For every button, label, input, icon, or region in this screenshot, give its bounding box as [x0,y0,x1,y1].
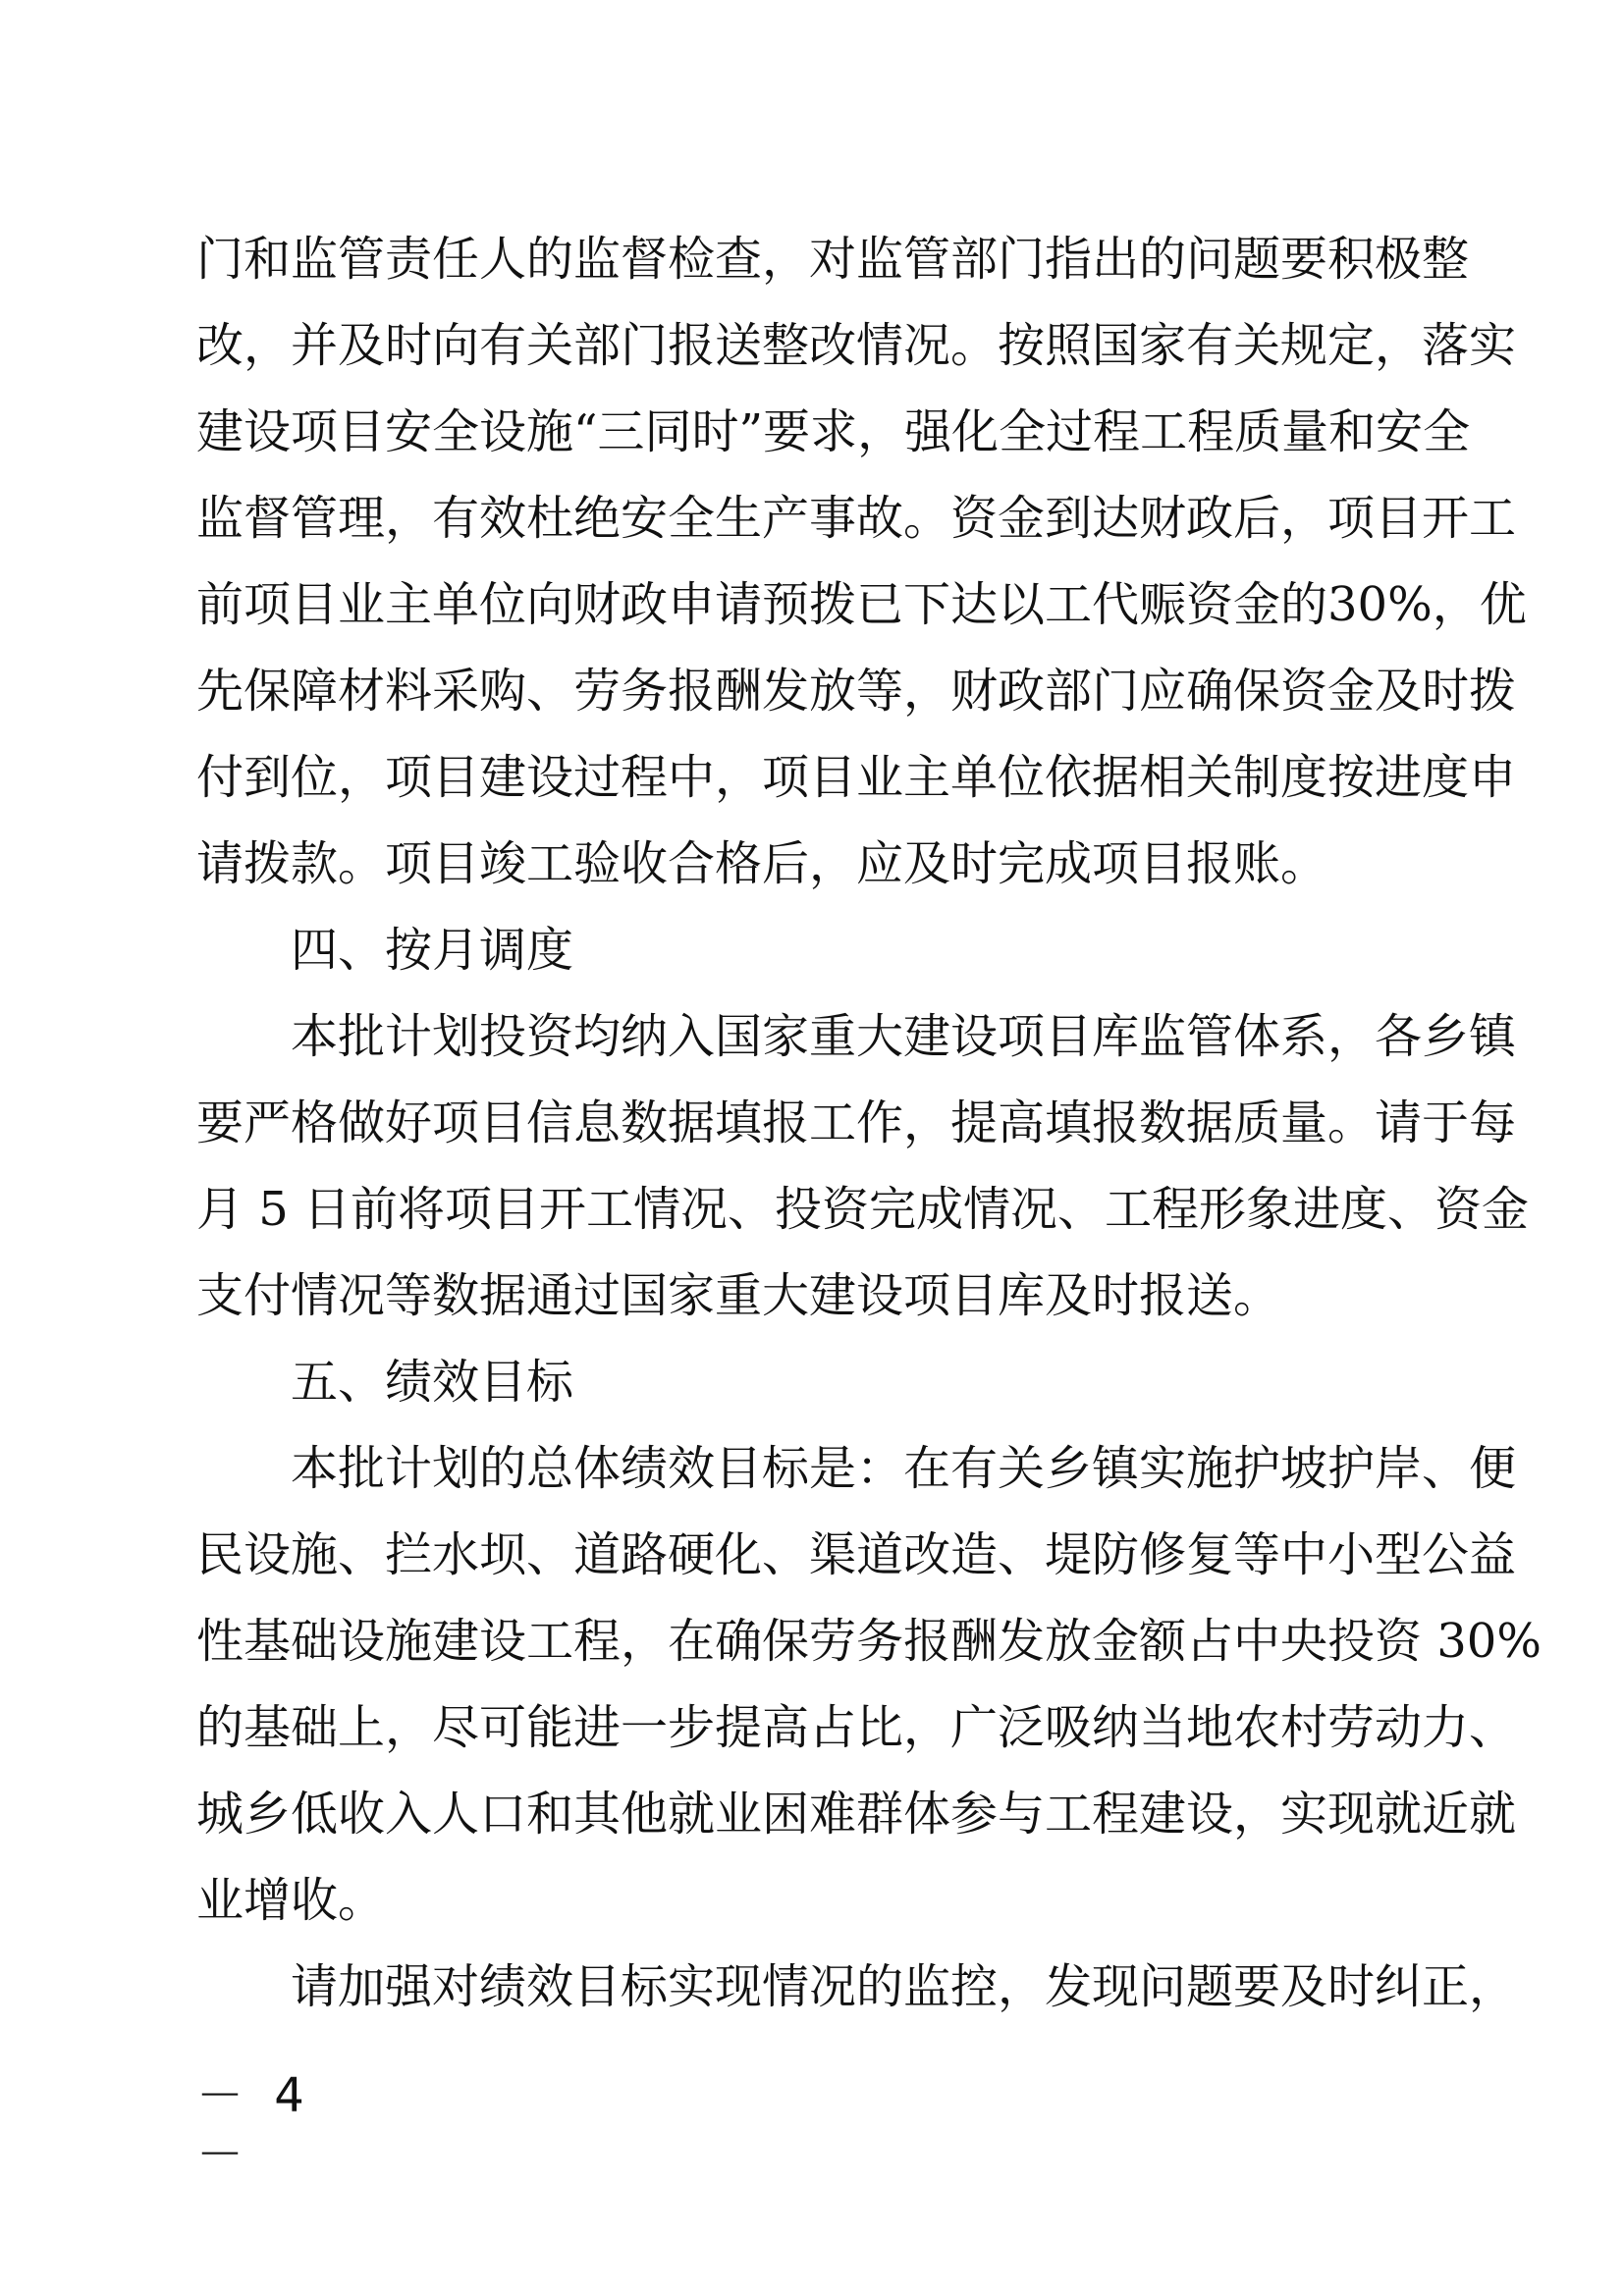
text-line-2: 改，并及时向有关部门报送整改情况。按照国家有关规定，落实 [196,318,1517,373]
paragraph-line [196,302,1517,389]
paragraph-line [196,1425,1517,1512]
section-heading-performance-targets [196,1339,1429,1425]
text-line-20: 业增收。 [196,1873,386,1928]
text-line-16: 民设施、拦水坝、道路硬化、渠道改造、堤防修复等中小型公益 [196,1527,1517,1582]
text-line-13: 支付情况等数据通过国家重大建设项目库及时报送。 [196,1268,1281,1323]
paragraph-line [196,216,1470,302]
paragraph-line [196,734,1517,821]
document-body [196,216,1542,2030]
page-number: － 4 － [196,2068,312,2182]
paragraph-line [196,993,1517,1080]
paragraph-line [196,1080,1517,1166]
text-line-11: 要严格做好项目信息数据填报工作，提高填报数据质量。请于每 [196,1095,1517,1150]
paragraph-line [196,475,1517,561]
paragraph-line [196,1684,1517,1771]
text-line-4: 监督管理，有效杜绝安全生产事故。资金到达财政后，项目开工 [196,491,1517,546]
text-line-15: 本批计划的总体绩效目标是：在有关乡镇实施护坡护岸、便 [291,1441,1517,1496]
paragraph-line [196,389,1471,475]
text-line-1: 门和监管责任人的监督检查，对监管部门指出的问题要积极整 [196,232,1470,287]
paragraph-line [196,561,1527,648]
section-heading-text: 四、按月调度 [291,923,574,978]
section-heading-text: 五、绩效目标 [291,1355,574,1410]
paragraph-line [196,1512,1517,1598]
paragraph-line [196,1253,1429,1339]
text-line-6: 先保障材料采购、劳务报酬发放等，财政部门应确保资金及时拨 [196,664,1517,719]
text-line-7: 付到位，项目建设过程中，项目业主单位依据相关制度按进度申 [196,750,1517,805]
paragraph-line [196,1857,1429,1944]
paragraph-line [196,821,1429,907]
paragraph-line [196,1598,1542,1684]
paragraph-line [196,1944,1517,2030]
paragraph-line [196,1771,1517,1857]
text-line-8: 请拨款。项目竣工验收合格后，应及时完成项目报账。 [196,836,1328,891]
text-line-21: 请加强对绩效目标实现情况的监控，发现问题要及时纠正， [291,1959,1517,2014]
paragraph-line [196,648,1517,734]
text-line-12: 月 5 日前将项目开工情况、投资完成情况、工程形象进度、资金 [196,1182,1530,1237]
text-line-18: 的基础上，尽可能进一步提高占比，广泛吸纳当地农村劳动力、 [196,1700,1517,1755]
text-line-5: 前项目业主单位向财政申请预拨已下达以工代赈资金的30%，优 [196,577,1527,632]
text-line-17: 性基础设施建设工程，在确保劳务报酬发放金额占中央投资 30% [196,1614,1542,1669]
text-line-10: 本批计划投资均纳入国家重大建设项目库监管体系，各乡镇 [291,1009,1517,1064]
section-heading-monthly-scheduling [196,907,1429,993]
text-line-19: 城乡低收入人口和其他就业困难群体参与工程建设，实现就近就 [196,1787,1517,1842]
paragraph-line [196,1166,1530,1253]
text-line-3: 建设项目安全设施“三同时”要求，强化全过程工程质量和安全 [196,404,1471,459]
